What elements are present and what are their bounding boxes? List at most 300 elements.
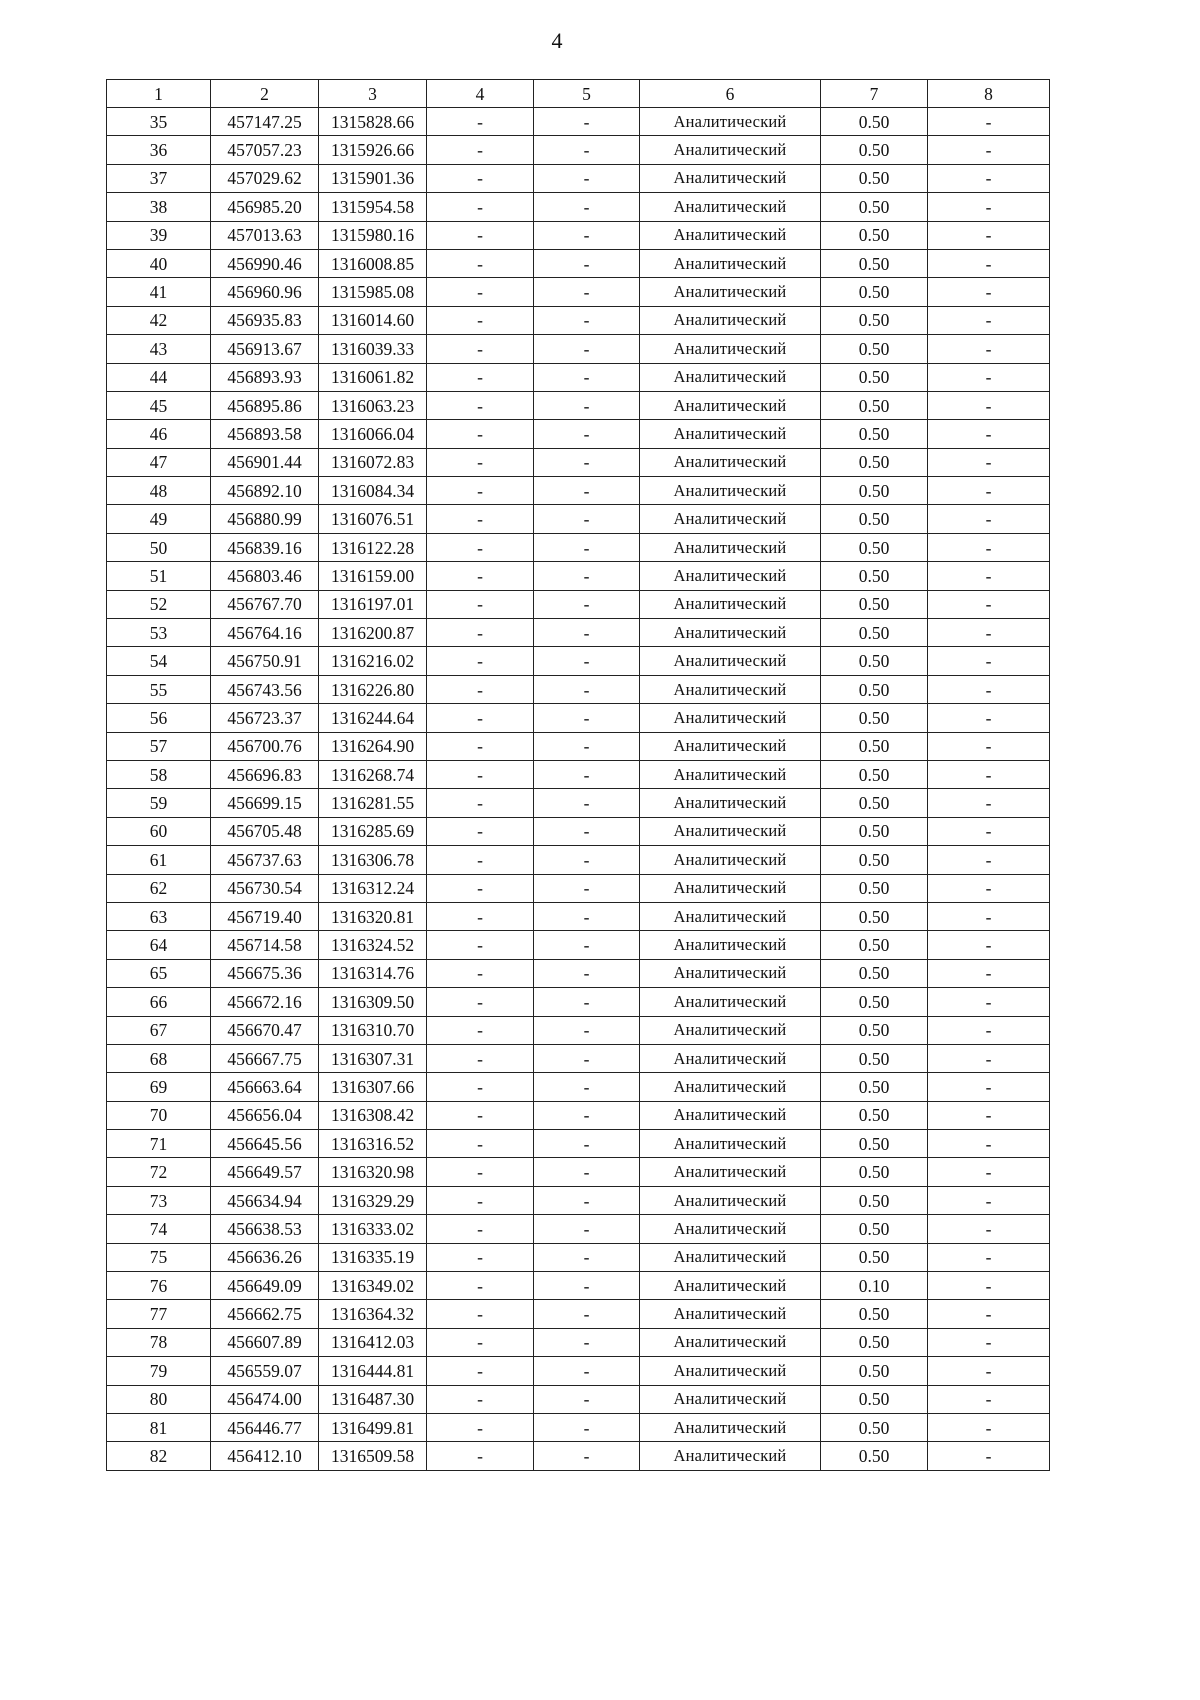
table-row [107, 505, 1050, 533]
col-5-cell: - [534, 619, 640, 647]
col-4-cell: - [427, 278, 534, 306]
col-8-cell: - [928, 647, 1050, 675]
accuracy-cell: 0.50 [821, 221, 928, 249]
point-number-cell: 54 [107, 647, 211, 675]
x-coordinate-cell: 456649.09 [211, 1272, 319, 1300]
table-row [107, 1442, 1050, 1470]
table-row [107, 108, 1050, 136]
method-cell: Аналитический [640, 1073, 821, 1101]
point-number-cell: 69 [107, 1073, 211, 1101]
method-cell: Аналитический [640, 1186, 821, 1214]
x-coordinate-cell: 456839.16 [211, 533, 319, 561]
method-cell: Аналитический [640, 902, 821, 930]
point-number-cell: 52 [107, 590, 211, 618]
col-4-cell: - [427, 789, 534, 817]
point-number-cell: 47 [107, 448, 211, 476]
x-coordinate-cell: 457029.62 [211, 164, 319, 192]
table-row [107, 1130, 1050, 1158]
col-8-cell: - [928, 477, 1050, 505]
point-number-cell: 58 [107, 760, 211, 788]
col-8-cell: - [928, 1300, 1050, 1328]
col-8-cell: - [928, 1357, 1050, 1385]
col-5-cell: - [534, 562, 640, 590]
col-8-cell: - [928, 1328, 1050, 1356]
accuracy-cell: 0.50 [821, 1073, 928, 1101]
method-cell: Аналитический [640, 221, 821, 249]
accuracy-cell: 0.50 [821, 477, 928, 505]
point-number-cell: 82 [107, 1442, 211, 1470]
col-8-cell: - [928, 704, 1050, 732]
point-number-cell: 36 [107, 136, 211, 164]
col-5-cell: - [534, 817, 640, 845]
col-5-cell: - [534, 136, 640, 164]
x-coordinate-cell: 456737.63 [211, 846, 319, 874]
col-5-cell: - [534, 1130, 640, 1158]
col-8-cell: - [928, 846, 1050, 874]
col-4-cell: - [427, 108, 534, 136]
y-coordinate-cell: 1316307.66 [319, 1073, 427, 1101]
point-number-cell: 64 [107, 931, 211, 959]
y-coordinate-cell: 1316285.69 [319, 817, 427, 845]
col-4-cell: - [427, 1101, 534, 1129]
accuracy-cell: 0.50 [821, 1158, 928, 1186]
col-5-cell: - [534, 931, 640, 959]
col-8-cell: - [928, 1016, 1050, 1044]
x-coordinate-cell: 457147.25 [211, 108, 319, 136]
table-row [107, 902, 1050, 930]
x-coordinate-cell: 457057.23 [211, 136, 319, 164]
col-8-cell: - [928, 1130, 1050, 1158]
accuracy-cell: 0.50 [821, 1016, 928, 1044]
method-cell: Аналитический [640, 1357, 821, 1385]
y-coordinate-cell: 1316335.19 [319, 1243, 427, 1271]
method-cell: Аналитический [640, 1300, 821, 1328]
y-coordinate-cell: 1316268.74 [319, 760, 427, 788]
table-row [107, 1413, 1050, 1441]
table-row [107, 846, 1050, 874]
accuracy-cell: 0.50 [821, 931, 928, 959]
point-number-cell: 51 [107, 562, 211, 590]
accuracy-cell: 0.50 [821, 193, 928, 221]
table-row [107, 249, 1050, 277]
col-4-cell: - [427, 619, 534, 647]
point-number-cell: 35 [107, 108, 211, 136]
col-8-cell: - [928, 391, 1050, 419]
point-number-cell: 81 [107, 1413, 211, 1441]
table-row [107, 1385, 1050, 1413]
point-number-cell: 37 [107, 164, 211, 192]
col-5-cell: - [534, 193, 640, 221]
point-number-cell: 44 [107, 363, 211, 391]
accuracy-cell: 0.50 [821, 335, 928, 363]
table-row [107, 1186, 1050, 1214]
col-8-cell: - [928, 533, 1050, 561]
accuracy-cell: 0.50 [821, 391, 928, 419]
accuracy-cell: 0.50 [821, 988, 928, 1016]
col-4-cell: - [427, 533, 534, 561]
method-cell: Аналитический [640, 1016, 821, 1044]
accuracy-cell: 0.50 [821, 732, 928, 760]
col-8-cell: - [928, 249, 1050, 277]
col-5-cell: - [534, 1101, 640, 1129]
x-coordinate-cell: 456803.46 [211, 562, 319, 590]
accuracy-cell: 0.50 [821, 704, 928, 732]
col-5-cell: - [534, 1413, 640, 1441]
col-8-cell: - [928, 363, 1050, 391]
x-coordinate-cell: 456895.86 [211, 391, 319, 419]
y-coordinate-cell: 1316244.64 [319, 704, 427, 732]
col-4-cell: - [427, 1272, 534, 1300]
col-5-cell: - [534, 760, 640, 788]
x-coordinate-cell: 456714.58 [211, 931, 319, 959]
method-cell: Аналитический [640, 760, 821, 788]
col-4-cell: - [427, 846, 534, 874]
col-5-cell: - [534, 391, 640, 419]
method-cell: Аналитический [640, 391, 821, 419]
y-coordinate-cell: 1316333.02 [319, 1215, 427, 1243]
accuracy-cell: 0.50 [821, 619, 928, 647]
accuracy-cell: 0.50 [821, 136, 928, 164]
x-coordinate-cell: 456767.70 [211, 590, 319, 618]
table-row [107, 1073, 1050, 1101]
point-number-cell: 76 [107, 1272, 211, 1300]
y-coordinate-cell: 1316314.76 [319, 959, 427, 987]
col-4-cell: - [427, 306, 534, 334]
accuracy-cell: 0.50 [821, 1328, 928, 1356]
table-row [107, 363, 1050, 391]
col-5-cell: - [534, 505, 640, 533]
col-5-cell: - [534, 902, 640, 930]
col-4-cell: - [427, 335, 534, 363]
col-4-cell: - [427, 505, 534, 533]
accuracy-cell: 0.50 [821, 164, 928, 192]
method-cell: Аналитический [640, 1442, 821, 1470]
method-cell: Аналитический [640, 1385, 821, 1413]
col-4-cell: - [427, 732, 534, 760]
col-4-cell: - [427, 1073, 534, 1101]
y-coordinate-cell: 1315926.66 [319, 136, 427, 164]
col-4-cell: - [427, 902, 534, 930]
x-coordinate-cell: 456649.57 [211, 1158, 319, 1186]
col-4-cell: - [427, 1016, 534, 1044]
col-4-cell: - [427, 193, 534, 221]
method-cell: Аналитический [640, 1215, 821, 1243]
col-8-cell: - [928, 732, 1050, 760]
col-8-cell: - [928, 1101, 1050, 1129]
col-5-cell: - [534, 278, 640, 306]
accuracy-cell: 0.50 [821, 448, 928, 476]
col-8-cell: - [928, 278, 1050, 306]
method-cell: Аналитический [640, 1272, 821, 1300]
accuracy-cell: 0.50 [821, 1413, 928, 1441]
col-4-cell: - [427, 1044, 534, 1072]
col-4-cell: - [427, 988, 534, 1016]
table-row [107, 1328, 1050, 1356]
x-coordinate-cell: 456985.20 [211, 193, 319, 221]
header-cell: 4 [427, 80, 534, 108]
x-coordinate-cell: 456935.83 [211, 306, 319, 334]
header-cell: 8 [928, 80, 1050, 108]
col-8-cell: - [928, 1215, 1050, 1243]
accuracy-cell: 0.50 [821, 1130, 928, 1158]
method-cell: Аналитический [640, 193, 821, 221]
col-5-cell: - [534, 959, 640, 987]
table-row [107, 1016, 1050, 1044]
y-coordinate-cell: 1315980.16 [319, 221, 427, 249]
y-coordinate-cell: 1315901.36 [319, 164, 427, 192]
col-5-cell: - [534, 1044, 640, 1072]
table-row [107, 1357, 1050, 1385]
col-4-cell: - [427, 249, 534, 277]
method-cell: Аналитический [640, 108, 821, 136]
accuracy-cell: 0.50 [821, 249, 928, 277]
method-cell: Аналитический [640, 278, 821, 306]
accuracy-cell: 0.50 [821, 306, 928, 334]
table-row [107, 675, 1050, 703]
x-coordinate-cell: 456636.26 [211, 1243, 319, 1271]
col-8-cell: - [928, 505, 1050, 533]
method-cell: Аналитический [640, 363, 821, 391]
method-cell: Аналитический [640, 959, 821, 987]
y-coordinate-cell: 1316226.80 [319, 675, 427, 703]
table-row [107, 590, 1050, 618]
col-5-cell: - [534, 1300, 640, 1328]
x-coordinate-cell: 456656.04 [211, 1101, 319, 1129]
method-cell: Аналитический [640, 874, 821, 902]
col-5-cell: - [534, 477, 640, 505]
col-8-cell: - [928, 448, 1050, 476]
method-cell: Аналитический [640, 732, 821, 760]
method-cell: Аналитический [640, 1044, 821, 1072]
col-8-cell: - [928, 619, 1050, 647]
x-coordinate-cell: 456634.94 [211, 1186, 319, 1214]
table-row [107, 959, 1050, 987]
col-5-cell: - [534, 448, 640, 476]
point-number-cell: 74 [107, 1215, 211, 1243]
col-4-cell: - [427, 1186, 534, 1214]
col-5-cell: - [534, 789, 640, 817]
point-number-cell: 63 [107, 902, 211, 930]
col-5-cell: - [534, 533, 640, 561]
col-4-cell: - [427, 590, 534, 618]
accuracy-cell: 0.50 [821, 278, 928, 306]
col-4-cell: - [427, 448, 534, 476]
y-coordinate-cell: 1316159.00 [319, 562, 427, 590]
method-cell: Аналитический [640, 817, 821, 845]
method-cell: Аналитический [640, 619, 821, 647]
col-8-cell: - [928, 1186, 1050, 1214]
y-coordinate-cell: 1316008.85 [319, 249, 427, 277]
method-cell: Аналитический [640, 647, 821, 675]
point-number-cell: 43 [107, 335, 211, 363]
header-row [107, 80, 1050, 108]
col-8-cell: - [928, 108, 1050, 136]
y-coordinate-cell: 1316200.87 [319, 619, 427, 647]
col-5-cell: - [534, 1328, 640, 1356]
accuracy-cell: 0.50 [821, 1442, 928, 1470]
y-coordinate-cell: 1316307.31 [319, 1044, 427, 1072]
table-row [107, 704, 1050, 732]
accuracy-cell: 0.50 [821, 817, 928, 845]
method-cell: Аналитический [640, 789, 821, 817]
accuracy-cell: 0.50 [821, 420, 928, 448]
y-coordinate-cell: 1316349.02 [319, 1272, 427, 1300]
method-cell: Аналитический [640, 136, 821, 164]
x-coordinate-cell: 456700.76 [211, 732, 319, 760]
col-4-cell: - [427, 420, 534, 448]
col-8-cell: - [928, 1272, 1050, 1300]
y-coordinate-cell: 1316509.58 [319, 1442, 427, 1470]
point-number-cell: 59 [107, 789, 211, 817]
point-number-cell: 80 [107, 1385, 211, 1413]
col-5-cell: - [534, 1215, 640, 1243]
table-row [107, 988, 1050, 1016]
point-number-cell: 55 [107, 675, 211, 703]
method-cell: Аналитический [640, 1101, 821, 1129]
point-number-cell: 38 [107, 193, 211, 221]
header-cell: 6 [640, 80, 821, 108]
col-5-cell: - [534, 1272, 640, 1300]
col-4-cell: - [427, 1442, 534, 1470]
y-coordinate-cell: 1316014.60 [319, 306, 427, 334]
coordinates-table [106, 79, 1050, 1471]
table-row [107, 391, 1050, 419]
page-number: 4 [551, 28, 563, 53]
col-5-cell: - [534, 164, 640, 192]
point-number-cell: 68 [107, 1044, 211, 1072]
method-cell: Аналитический [640, 1158, 821, 1186]
table-row [107, 278, 1050, 306]
col-8-cell: - [928, 789, 1050, 817]
point-number-cell: 78 [107, 1328, 211, 1356]
col-8-cell: - [928, 562, 1050, 590]
point-number-cell: 75 [107, 1243, 211, 1271]
x-coordinate-cell: 456446.77 [211, 1413, 319, 1441]
method-cell: Аналитический [640, 306, 821, 334]
x-coordinate-cell: 456675.36 [211, 959, 319, 987]
accuracy-cell: 0.50 [821, 1186, 928, 1214]
y-coordinate-cell: 1316084.34 [319, 477, 427, 505]
table-row [107, 1044, 1050, 1072]
x-coordinate-cell: 456893.93 [211, 363, 319, 391]
x-coordinate-cell: 456474.00 [211, 1385, 319, 1413]
point-number-cell: 72 [107, 1158, 211, 1186]
y-coordinate-cell: 1316312.24 [319, 874, 427, 902]
method-cell: Аналитический [640, 1328, 821, 1356]
accuracy-cell: 0.50 [821, 1385, 928, 1413]
col-8-cell: - [928, 221, 1050, 249]
col-5-cell: - [534, 1243, 640, 1271]
point-number-cell: 40 [107, 249, 211, 277]
table-row [107, 931, 1050, 959]
col-4-cell: - [427, 1243, 534, 1271]
col-4-cell: - [427, 391, 534, 419]
x-coordinate-cell: 456764.16 [211, 619, 319, 647]
col-4-cell: - [427, 675, 534, 703]
y-coordinate-cell: 1316308.42 [319, 1101, 427, 1129]
accuracy-cell: 0.50 [821, 1357, 928, 1385]
point-number-cell: 53 [107, 619, 211, 647]
col-5-cell: - [534, 647, 640, 675]
method-cell: Аналитический [640, 562, 821, 590]
x-coordinate-cell: 457013.63 [211, 221, 319, 249]
x-coordinate-cell: 456670.47 [211, 1016, 319, 1044]
col-5-cell: - [534, 732, 640, 760]
point-number-cell: 73 [107, 1186, 211, 1214]
col-5-cell: - [534, 420, 640, 448]
y-coordinate-cell: 1316264.90 [319, 732, 427, 760]
method-cell: Аналитический [640, 420, 821, 448]
method-cell: Аналитический [640, 335, 821, 363]
x-coordinate-cell: 456719.40 [211, 902, 319, 930]
col-5-cell: - [534, 1357, 640, 1385]
y-coordinate-cell: 1316197.01 [319, 590, 427, 618]
col-8-cell: - [928, 1073, 1050, 1101]
method-cell: Аналитический [640, 448, 821, 476]
x-coordinate-cell: 456730.54 [211, 874, 319, 902]
point-number-cell: 71 [107, 1130, 211, 1158]
x-coordinate-cell: 456913.67 [211, 335, 319, 363]
accuracy-cell: 0.50 [821, 1300, 928, 1328]
method-cell: Аналитический [640, 1243, 821, 1271]
col-8-cell: - [928, 760, 1050, 788]
x-coordinate-cell: 456743.56 [211, 675, 319, 703]
col-4-cell: - [427, 1413, 534, 1441]
table-body [107, 80, 1050, 1471]
col-5-cell: - [534, 108, 640, 136]
table-row [107, 817, 1050, 845]
accuracy-cell: 0.50 [821, 1215, 928, 1243]
col-5-cell: - [534, 335, 640, 363]
y-coordinate-cell: 1316310.70 [319, 1016, 427, 1044]
x-coordinate-cell: 456892.10 [211, 477, 319, 505]
method-cell: Аналитический [640, 704, 821, 732]
x-coordinate-cell: 456880.99 [211, 505, 319, 533]
y-coordinate-cell: 1316076.51 [319, 505, 427, 533]
col-8-cell: - [928, 420, 1050, 448]
table-row [107, 448, 1050, 476]
point-number-cell: 66 [107, 988, 211, 1016]
x-coordinate-cell: 456901.44 [211, 448, 319, 476]
col-4-cell: - [427, 562, 534, 590]
col-8-cell: - [928, 874, 1050, 902]
accuracy-cell: 0.50 [821, 108, 928, 136]
method-cell: Аналитический [640, 988, 821, 1016]
accuracy-cell: 0.50 [821, 363, 928, 391]
y-coordinate-cell: 1316306.78 [319, 846, 427, 874]
col-8-cell: - [928, 1243, 1050, 1271]
y-coordinate-cell: 1316063.23 [319, 391, 427, 419]
col-5-cell: - [534, 363, 640, 391]
point-number-cell: 60 [107, 817, 211, 845]
col-8-cell: - [928, 1413, 1050, 1441]
col-4-cell: - [427, 1215, 534, 1243]
accuracy-cell: 0.50 [821, 1243, 928, 1271]
col-5-cell: - [534, 221, 640, 249]
col-5-cell: - [534, 988, 640, 1016]
point-number-cell: 77 [107, 1300, 211, 1328]
col-8-cell: - [928, 675, 1050, 703]
point-number-cell: 57 [107, 732, 211, 760]
table-row [107, 477, 1050, 505]
method-cell: Аналитический [640, 164, 821, 192]
x-coordinate-cell: 456705.48 [211, 817, 319, 845]
x-coordinate-cell: 456663.64 [211, 1073, 319, 1101]
col-4-cell: - [427, 1158, 534, 1186]
table-row [107, 1272, 1050, 1300]
table-row [107, 647, 1050, 675]
accuracy-cell: 0.50 [821, 760, 928, 788]
